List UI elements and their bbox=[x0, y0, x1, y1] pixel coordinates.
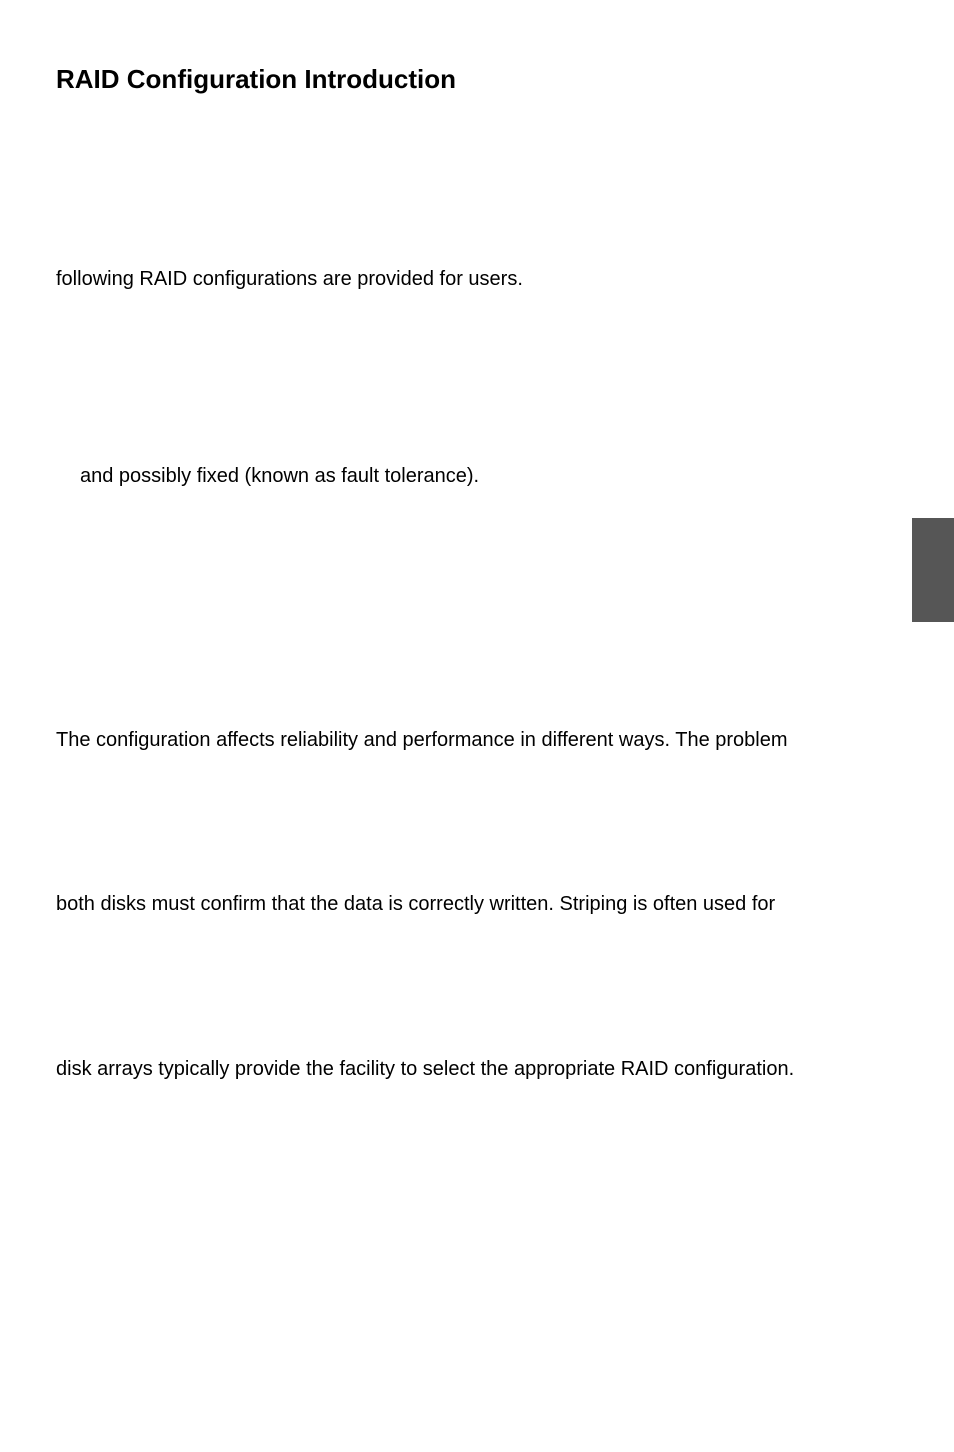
chapter-thumb-tab bbox=[912, 518, 954, 622]
body-text-line: following RAID configurations are provided for users. bbox=[56, 268, 523, 290]
body-text-line: and possibly fixed (known as fault tolerance). bbox=[80, 465, 480, 487]
body-text-line: The configuration affects reliability and performance in different ways. The problem bbox=[56, 729, 788, 751]
body-text-line: both disks must confirm that the data is correctly written. Striping is often used for bbox=[56, 893, 776, 915]
body-text-line: disk arrays typically provide the facility to select the appropriate RAID configuration. bbox=[56, 1058, 795, 1080]
page-title: RAID Configuration Introduction bbox=[56, 64, 457, 94]
